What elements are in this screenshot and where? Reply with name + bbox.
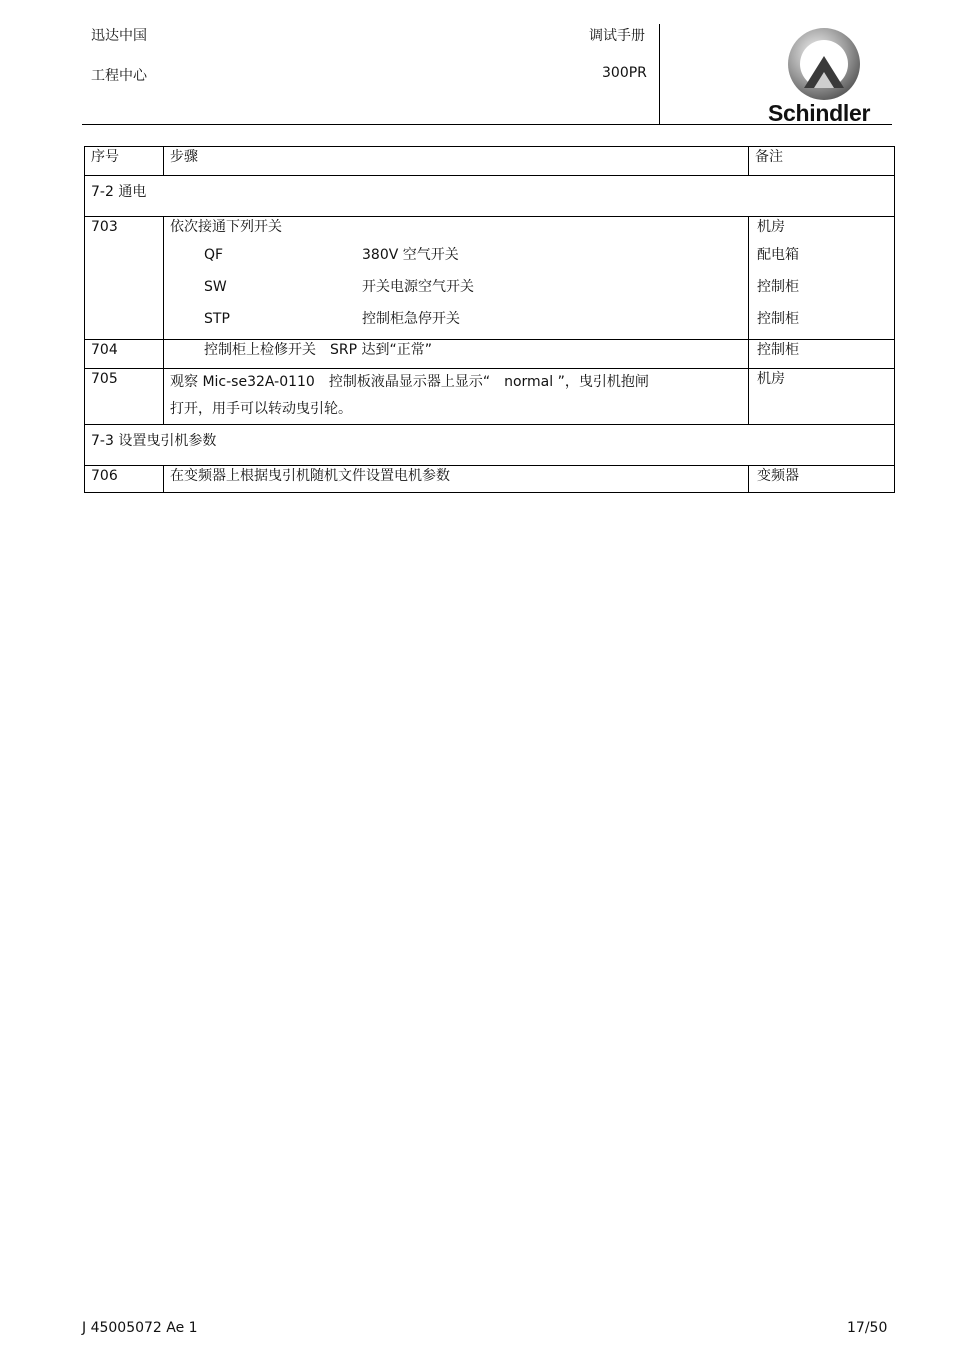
note-item: 控制柜 (757, 311, 799, 327)
table-header-row (85, 147, 895, 176)
step-no: 706 (85, 466, 164, 493)
step-note: 控制柜 (749, 340, 895, 369)
note-item: 配电箱 (757, 247, 799, 263)
step-content (164, 217, 749, 340)
step-text-line: 观察 Mic-se32A-0110 控制板液晶显示器上显示“ normal ”，曳引机抱闸 (170, 374, 649, 390)
header-step: 步骤 (164, 147, 749, 176)
switch-key: SW (204, 279, 227, 295)
doc-type: 调试手册 (589, 28, 645, 44)
switch-desc: 控制柜急停开关 (362, 311, 460, 327)
switch-item (170, 303, 742, 335)
step-no: 703 (85, 217, 164, 340)
switch-item (170, 271, 742, 303)
header-note: 备注 (749, 147, 895, 176)
steps-table (84, 146, 895, 493)
switch-item (170, 239, 742, 271)
note-text: 机房 (757, 219, 785, 235)
document-id: J 45005072 Ae 1 (82, 1320, 198, 1336)
step-note: 变频器 (749, 466, 895, 493)
step-content: 在变频器上根据曳引机随机文件设置电机参数 (164, 466, 749, 493)
table-row (85, 369, 895, 425)
section-title: 7-2 通电 (85, 176, 895, 217)
switch-desc: 开关电源空气开关 (362, 279, 474, 295)
logo-wordmark: Schindler (768, 100, 871, 126)
table-row (85, 340, 895, 369)
step-content: 控制柜上检修开关 SRP 达到“正常” (164, 340, 749, 369)
step-no: 705 (85, 369, 164, 425)
section-title: 7-3 设置曳引机参数 (85, 425, 895, 466)
step-no: 704 (85, 340, 164, 369)
table-row (85, 466, 895, 493)
table-row (85, 217, 895, 340)
department-name: 工程中心 (91, 68, 147, 84)
switch-key: STP (204, 311, 230, 327)
page-number: 17/50 (847, 1320, 888, 1336)
step-text: 依次接通下列开关 (170, 219, 282, 235)
step-note (749, 217, 895, 340)
section-row-traction-params (85, 425, 895, 466)
step-note: 机房 (749, 369, 895, 425)
header-divider-vertical (659, 24, 660, 125)
note-item: 控制柜 (757, 279, 799, 295)
section-row-power-on (85, 176, 895, 217)
step-content (164, 369, 749, 425)
model-name: 300PR (602, 65, 647, 81)
header-no: 序号 (85, 147, 164, 176)
company-name: 迅达中国 (91, 28, 147, 44)
switch-desc: 380V 空气开关 (362, 247, 459, 263)
switch-key: QF (204, 247, 224, 263)
note-list (757, 239, 888, 335)
step-text-line: 打开，用手可以转动曳引轮。 (170, 401, 352, 417)
